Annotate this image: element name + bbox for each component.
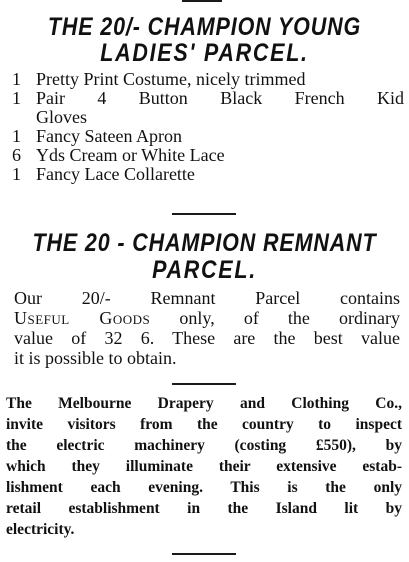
section-divider (172, 383, 236, 385)
description-line-rest: only, of the ordinary (150, 308, 401, 328)
item-description-continuation: Gloves (36, 107, 87, 127)
list-item (12, 127, 404, 146)
champion-remnant-title-line2: PARCEL. (152, 256, 257, 284)
young-ladies-parcel-item-list (12, 70, 404, 184)
list-item (12, 89, 404, 108)
notice-line: the electric machinery (costing £550), by (6, 437, 402, 454)
champion-young-ladies-title-line2: LADIES' PARCEL. (100, 39, 309, 67)
notice-line: which they illuminate their extensive estab- (6, 458, 402, 475)
item-description: Yds Cream or White Lace (36, 145, 225, 165)
item-description: Fancy Lace Collarette (36, 164, 195, 184)
notice-line: The Melbourne Drapery and Clothing Co., (6, 395, 402, 412)
description-line (14, 308, 400, 328)
notice-line: lishment each evening. This is the only (6, 479, 402, 496)
top-rule (182, 0, 222, 2)
bottom-rule (172, 553, 236, 555)
item-description: Pretty Print Costume, nicely trimmed (36, 69, 306, 89)
description-line: Our 20/- Remnant Parcel contains (14, 288, 400, 308)
useful-goods-text: Useful Goods (14, 308, 151, 328)
notice-line: electricity. (6, 521, 75, 538)
champion-young-ladies-title-line1: THE 20/- CHAMPION YOUNG (47, 13, 362, 41)
list-item (12, 165, 404, 184)
champion-remnant-title-line1: THE 20 - CHAMPION REMNANT (32, 229, 377, 257)
list-item (12, 146, 404, 165)
item-quantity: 1 (12, 126, 21, 146)
item-description: Fancy Sateen Apron (36, 126, 182, 146)
item-quantity: 1 (12, 164, 21, 184)
list-item (12, 70, 404, 89)
description-line: it is possible to obtain. (14, 348, 177, 368)
item-description: Pair 4 Button Black French Kid (36, 88, 404, 108)
item-quantity: 1 (12, 69, 21, 89)
remnant-parcel-description (14, 288, 400, 368)
notice-line: retail establishment in the Island lit by (6, 500, 402, 517)
item-quantity: 1 (12, 88, 21, 108)
item-quantity: 6 (12, 145, 21, 165)
notice-line: invite visitors from the country to inspect (6, 416, 402, 433)
melbourne-drapery-notice (6, 393, 402, 540)
description-line: value of 32 6. These are the best value (14, 328, 400, 348)
section-divider (172, 213, 236, 215)
